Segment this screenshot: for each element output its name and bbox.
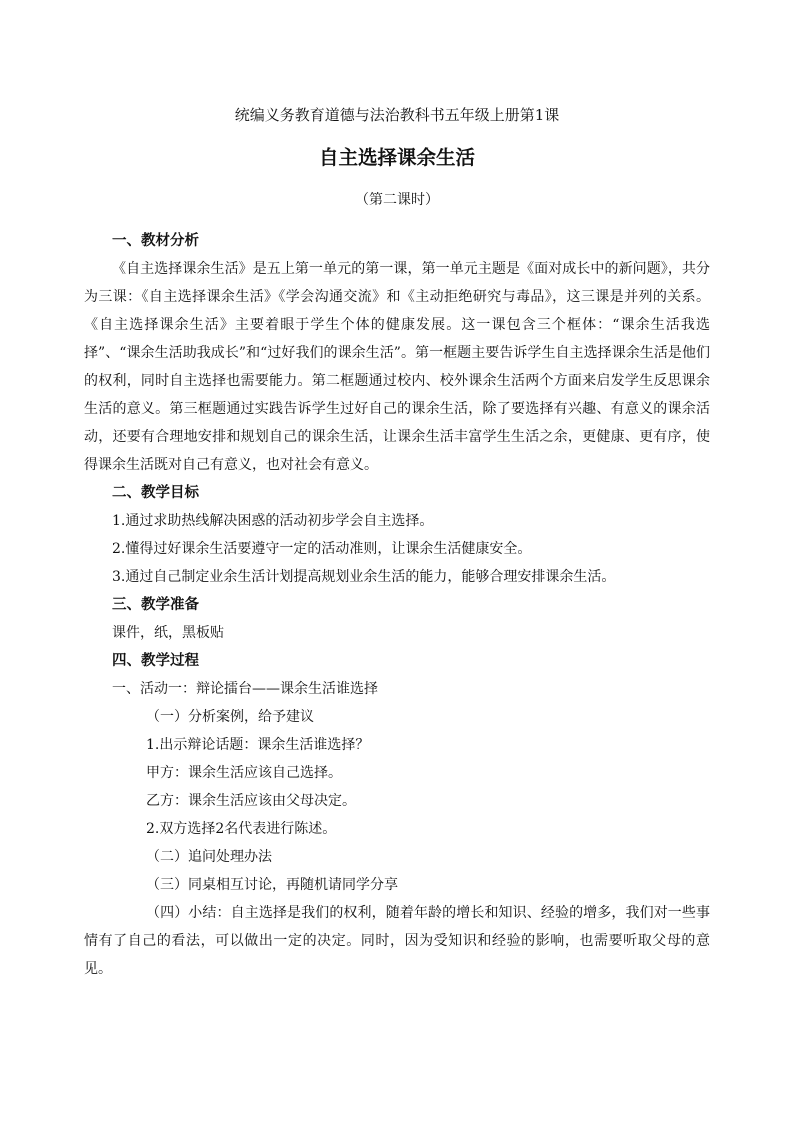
activity-title: 一、活动一：辩论擂台——课余生活谁选择 (112, 681, 378, 697)
summary-paragraph: （四）小结：自主选择是我们的权利，随着年龄的增长和知识、经验的增多，我们对一些事情有了自己的看法，可以做出一定的决定。同时，因为受知识和经验的影响，也需要听取父母的意见。 (84, 905, 710, 977)
process-step: （三）同桌相互讨论，再随机请同学分享 (146, 877, 398, 893)
lesson-title: 自主选择课余生活 (318, 146, 475, 169)
textbook-subtitle: 统编义务教育道德与法治教科书五年级上册第1课 (234, 106, 560, 124)
process-step: 2.双方选择2名代表进行陈述。 (146, 821, 337, 837)
section-heading-analysis: 一、教材分析 (112, 233, 199, 249)
process-step: 1.出示辩论话题：课余生活谁选择？ (146, 737, 370, 753)
objective-item: 2.懂得过好课余生活要遵守一定的活动准则，让课余生活健康安全。 (112, 541, 532, 557)
process-step: （二）追问处理办法 (146, 849, 272, 865)
objective-item: 3.通过自己制定业余生活计划提高规划业余生活的能力，能够合理安排课余生活。 (112, 569, 616, 585)
section-heading-process: 四、教学过程 (112, 653, 199, 669)
objective-item: 1.通过求助热线解决困惑的活动初步学会自主选择。 (112, 513, 434, 529)
process-step: （一）分析案例，给予建议 (146, 709, 314, 725)
analysis-paragraph: 《自主选择课余生活》是五上第一单元的第一课，第一单元主题是《面对成长中的新问题》，共分为三课：《自主选择课余生活》《学会沟通交流》和《主动拒绝研究与毒品》，这三课是并列的关系。《自主选择课余生活》主要着眼于学生个体的健康发展。这一课包含三个框体：“课余生活我选择”、“课余生活助我成长”和“过好我们的课余生活”。第一框题主要告诉学生自主选择课余生活是他们的权利，同时自主选择也需要能力。第二框题通过校内、校外课余生活两个方面来启发学生反思课余生活的意义。第三框题通过实践告诉学生过好自己的课余生活，除了要选择有兴趣、有意义的课余活动，还要有合理地安排和规划自己的课余生活，让课余生活丰富学生生活之余，更健康、更有序，使得课余生活既对自己有意义，也对社会有意义。 (84, 261, 710, 473)
document-body (84, 100, 710, 983)
section-heading-objectives: 二、教学目标 (112, 485, 199, 501)
lesson-period: （第二课时） (355, 192, 439, 208)
debate-side-b: 乙方：课余生活应该由父母决定。 (146, 793, 356, 809)
debate-side-a: 甲方：课余生活应该自己选择。 (146, 765, 342, 781)
preparation-text: 课件，纸，黑板贴 (112, 625, 224, 641)
section-heading-preparation: 三、教学准备 (112, 597, 199, 613)
